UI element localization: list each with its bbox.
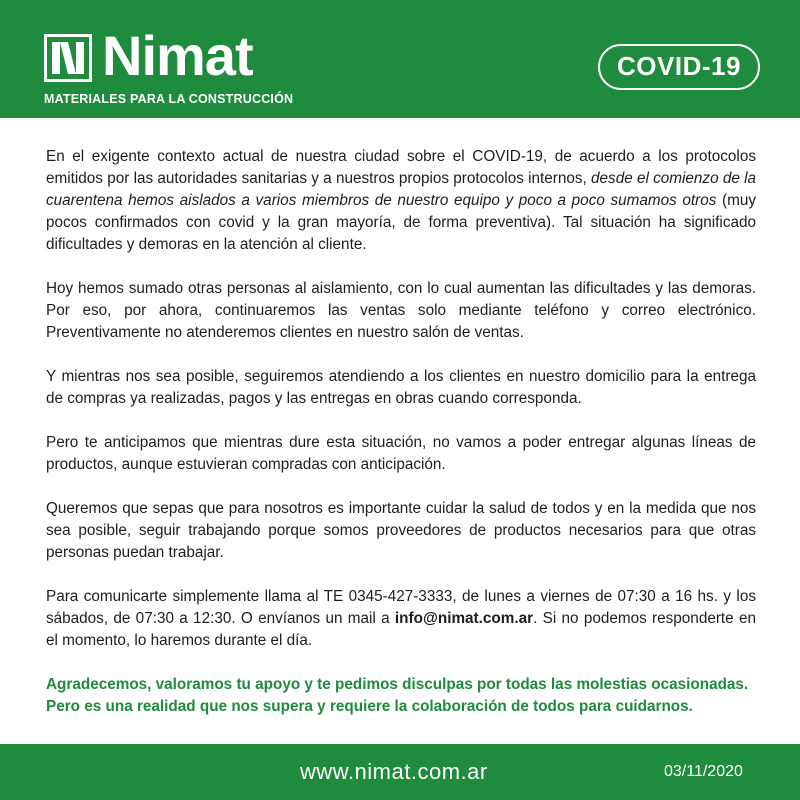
paragraph-text: . Si no podemos responderte en el momento, lo haremos durante el día. [46,610,756,649]
paragraph-health: Queremos que sepas que para nosotros es importante cuidar la salud de todos y en la medida que nos sea posible, seguir trabajando porque somos proveedores de productos necesarios para que otras personas puedan trabajar. [46,500,756,561]
paragraph-text: (muy pocos confirmados con covid y la gran mayoría, de forma preventiva). Tal situación ha significado dificultades y demoras en la atención al cliente. [46,192,756,253]
brand-name: Nimat [102,24,253,87]
announcement-body [46,146,756,740]
header-banner [0,0,800,118]
brand-tagline: MATERIALES PARA LA CONSTRUCCIÓN [44,92,294,106]
paragraph-isolation: Hoy hemos sumado otras personas al aislamiento, con lo cual aumentan las dificultades y las demoras. Por eso, por ahora, continuaremos las ventas solo mediante teléfono y correo electrónico. Preventivamente no atenderemos clientes en nuestro salón de ventas. [46,280,756,341]
paragraph-products: Pero te anticipamos que mientras dure esta situación, no vamos a poder entregar algunas líneas de productos, aunque estuvieran compradas con anticipación. [46,434,756,473]
closing-line-1: Agradecemos, valoramos tu apoyo y te pedimos disculpas por todas las molestias ocasionadas. [46,676,749,693]
covid-badge: COVID-19 [598,44,760,90]
paragraph-contact [46,586,756,652]
paragraph-deliveries: Y mientras nos sea posible, seguiremos atendiendo a los clientes en nuestro domicilio para la entrega de compras ya realizadas, pagos y las entregas en obras cuando corresponda. [46,368,756,407]
nimat-logo-icon [44,34,92,82]
paragraph-text: En el exigente contexto actual de nuestra ciudad sobre el COVID-19, de acuerdo a los protocolos emitidos por las autoridades sanitarias y a nuestros propios protocolos internos, [46,148,756,187]
closing-line-2: Pero es una realidad que nos supera y requiere la colaboración de todos para cuidarnos. [46,698,693,715]
publication-date: 03/11/2020 [664,763,743,780]
closing-message [46,674,756,718]
paragraph-italic-text: desde el comienzo de la cuarentena hemos aislados a varios miembros de nuestro equipo y poco a poco sumamos otros [46,170,757,209]
paragraph-text: Para comunicarte simplemente llama al TE 0345-427-3333, de lunes a viernes de 07:30 a 16 hs. y los sábados, de 07:30 a 12:30. O envíanos un mail a [46,588,756,627]
footer-banner [0,744,800,800]
paragraph-context [46,146,756,256]
email-link[interactable]: info@nimat.com.ar [394,610,534,627]
website-link[interactable]: www.nimat.com.ar [300,759,488,784]
